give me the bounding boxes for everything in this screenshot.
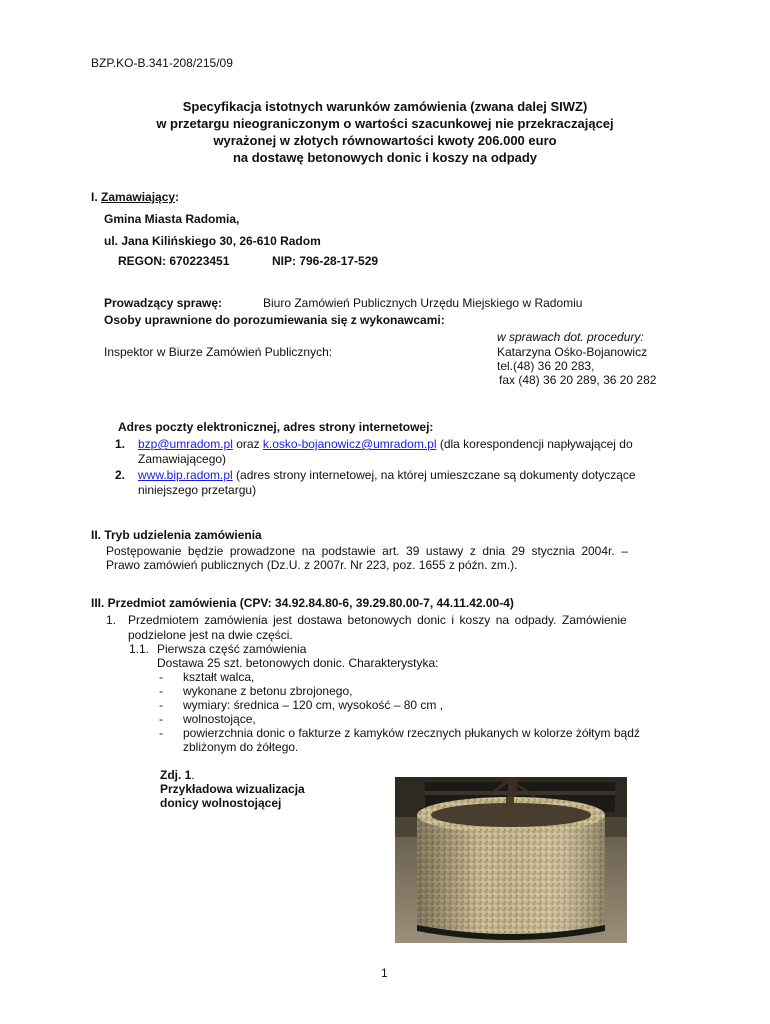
procedure-note: w sprawach dot. procedury: bbox=[497, 330, 644, 344]
email-item-2 bbox=[138, 468, 636, 482]
title-line-3: wyrażonej w złotych równowartości kwoty 206.000 euro bbox=[213, 133, 557, 148]
email-heading: Adres poczty elektronicznej, adres strony internetowej: bbox=[118, 420, 434, 434]
photo-caption-period: . bbox=[191, 768, 195, 782]
subsection-title: Pierwsza część zamówienia bbox=[157, 642, 307, 656]
bullet-item-4: wolnostojące, bbox=[183, 712, 256, 726]
title-line-2: w przetargu nieograniczonym o wartości szacunkowej nie przekraczającej bbox=[156, 116, 614, 131]
title-line-1: Specyfikacja istotnych warunków zamówienia (zwana dalej SIWZ) bbox=[182, 99, 588, 114]
case-handler-label: Prowadzący sprawę: bbox=[104, 296, 223, 310]
bullet-item-5-cont: zbliżonym do żółtego. bbox=[183, 740, 299, 754]
email-item-2-cont: niniejszego przetargu) bbox=[138, 483, 257, 497]
orderer-regon: REGON: 670223451 bbox=[118, 254, 230, 268]
email-item-2-note: (adres strony internetowej, na której umieszczane są dokumenty dotyczące bbox=[232, 468, 636, 482]
contact-person: Katarzyna Ośko-Bojanowicz bbox=[497, 345, 648, 359]
bullet-item-3: wymiary: średnica – 120 cm, wysokość – 80 cm , bbox=[183, 698, 444, 712]
bullet-dash: - bbox=[159, 670, 163, 684]
website-link-bip[interactable]: www.bip.radom.pl bbox=[138, 468, 233, 482]
orderer-address: ul. Jana Kilińskiego 30, 26-610 Radom bbox=[104, 234, 321, 248]
bullet-dash: - bbox=[159, 684, 163, 698]
subsection-description: Dostawa 25 szt. betonowych donic. Charakterystyka: bbox=[157, 656, 439, 670]
document-reference: BZP.KO-B.341-208/215/09 bbox=[91, 56, 233, 70]
section-3-item-1-number: 1. bbox=[106, 613, 117, 627]
case-handler-value: Biuro Zamówień Publicznych Urzędu Miejskiego w Radomiu bbox=[263, 296, 583, 310]
bullet-item-1: kształt walca, bbox=[183, 670, 255, 684]
email-link-osko-bojanowicz[interactable]: k.osko-bojanowicz@umradom.pl bbox=[262, 437, 437, 451]
email-item-1-note: (dla korespondencji napływającej do bbox=[436, 437, 633, 451]
section-2-line-1: Postępowanie będzie prowadzone na podstawie art. 39 ustawy z dnia 29 stycznia 2004r. – bbox=[106, 544, 628, 558]
section-1-colon: : bbox=[175, 190, 180, 204]
subsection-number: 1.1. bbox=[129, 642, 150, 656]
document-title bbox=[0, 98, 770, 166]
email-item-1-number: 1. bbox=[115, 437, 126, 451]
authorized-persons-label: Osoby uprawnione do porozumiewania się z wykonawcami: bbox=[104, 313, 445, 327]
planter-illustration bbox=[395, 777, 627, 943]
bullet-dash: - bbox=[159, 726, 163, 740]
section-1-title: Zamawiający bbox=[101, 190, 176, 204]
inspector-label: Inspektor w Biurze Zamówień Publicznych: bbox=[104, 345, 333, 359]
email-item-1 bbox=[138, 437, 633, 451]
email-item-2-number: 2. bbox=[115, 468, 126, 482]
email-item-1-and: oraz bbox=[232, 437, 263, 451]
section-1-heading bbox=[91, 190, 179, 204]
bullet-dash: - bbox=[159, 698, 163, 712]
orderer-nip: NIP: 796-28-17-529 bbox=[272, 254, 379, 268]
photo-caption-label: Zdj. 1 bbox=[160, 768, 192, 782]
page-number: 1 bbox=[381, 966, 388, 980]
section-3-item-1-line-1: Przedmiotem zamówienia jest dostawa betonowych donic i koszy na odpady. Zamówienie bbox=[128, 613, 627, 627]
email-item-1-cont: Zamawiającego) bbox=[138, 452, 227, 466]
photo-caption-line-3: donicy wolnostojącej bbox=[160, 796, 282, 810]
email-link-bzp[interactable]: bzp@umradom.pl bbox=[138, 437, 233, 451]
contact-fax: fax (48) 36 20 289, 36 20 282 bbox=[499, 373, 657, 387]
bullet-item-2: wykonane z betonu zbrojonego, bbox=[183, 684, 353, 698]
photo-caption-line-2: Przykładowa wizualizacja bbox=[160, 782, 305, 796]
contact-phone: tel.(48) 36 20 283, bbox=[497, 359, 595, 373]
bullet-item-5: powierzchnia donic o fakturze z kamyków rzecznych płukanych w kolorze żółtym bądź bbox=[183, 726, 640, 740]
bullet-dash: - bbox=[159, 712, 163, 726]
section-2-heading: II. Tryb udzielenia zamówienia bbox=[91, 528, 262, 542]
planter-photo bbox=[395, 777, 627, 943]
orderer-name: Gmina Miasta Radomia, bbox=[104, 212, 240, 226]
section-3-heading: III. Przedmiot zamówienia (CPV: 34.92.84.80-6, 39.29.80.00-7, 44.11.42.00-4) bbox=[91, 596, 514, 610]
section-1-number: I. bbox=[91, 190, 102, 204]
title-line-4: na dostawę betonowych donic i koszy na odpady bbox=[232, 150, 538, 165]
section-2-line-2: Prawo zamówień publicznych (Dz.U. z 2007r. Nr 223, poz. 1655 z późn. zm.). bbox=[106, 558, 518, 572]
photo-caption-number bbox=[160, 768, 195, 782]
section-3-item-1-line-2: podzielone jest na dwie części. bbox=[128, 628, 293, 642]
